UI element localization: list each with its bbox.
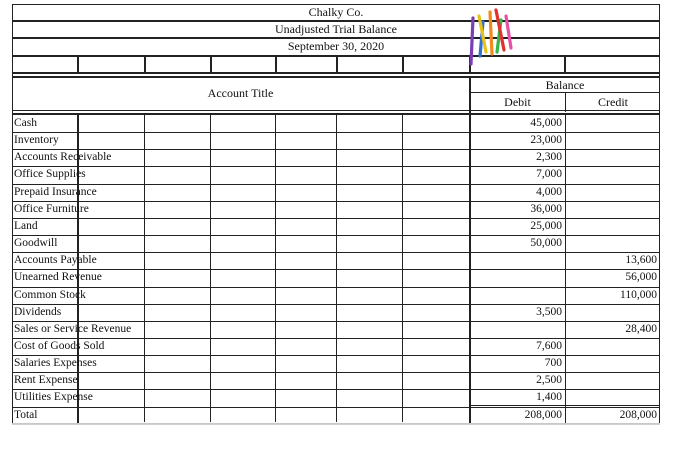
debit-amount: 7,000 <box>536 168 562 180</box>
account-name: Inventory <box>14 134 59 146</box>
account-title-header: Account Title <box>207 86 274 100</box>
table-row <box>12 235 660 252</box>
table-row <box>12 321 660 338</box>
table-row <box>12 184 660 201</box>
account-name: Cash <box>14 117 37 129</box>
debit-amount: 700 <box>544 357 562 369</box>
table-row <box>12 304 660 321</box>
statement-date: September 30, 2020 <box>287 39 385 53</box>
table-row <box>12 218 660 235</box>
account-name: Cost of Goods Sold <box>14 340 105 352</box>
account-name: Accounts Receivable <box>14 151 112 163</box>
debit-credit-divider-header <box>565 92 566 112</box>
total-row <box>12 407 660 424</box>
account-name: Office Supplies <box>14 168 86 180</box>
table-row <box>12 132 660 149</box>
debit-amount: 50,000 <box>530 237 562 249</box>
credit-amount: 110,000 <box>620 289 657 301</box>
header-col-sep <box>275 55 277 74</box>
debit-amount: 2,300 <box>536 151 562 163</box>
account-name: Rent Expense <box>14 374 78 386</box>
header-col-sep <box>402 55 404 74</box>
account-name: Prepaid Insurance <box>14 186 97 198</box>
account-name: Salaries Expenses <box>14 357 97 369</box>
account-name: Goodwill <box>14 237 58 249</box>
account-name: Total <box>14 409 38 421</box>
account-name: Dividends <box>14 306 62 318</box>
table-row <box>12 166 660 183</box>
debit-header: Debit <box>504 95 531 109</box>
account-name: Office Furniture <box>14 203 89 215</box>
debit-amount: 1,400 <box>536 391 562 403</box>
debit-amount: 45,000 <box>530 117 562 129</box>
border-header-1 <box>12 20 660 22</box>
marker-purple <box>471 18 473 64</box>
account-name: Utilities Expense <box>14 391 93 403</box>
credit-header: Credit <box>598 95 628 109</box>
debit-amount: 2,500 <box>536 374 562 386</box>
table-row <box>12 355 660 372</box>
credit-amount: 56,000 <box>625 271 657 283</box>
account-name: Accounts Payable <box>14 254 97 266</box>
credit-amount: 13,600 <box>625 254 657 266</box>
account-name: Land <box>14 220 38 232</box>
header-col-sep <box>564 55 566 74</box>
border-columns-bottom <box>12 110 660 111</box>
border-header-2 <box>12 37 660 39</box>
marker-pink <box>506 16 511 48</box>
debit-amount: 36,000 <box>530 203 562 215</box>
total-rule <box>470 405 565 406</box>
statement-title: Unadjusted Trial Balance <box>275 22 397 36</box>
header-col-sep <box>210 55 212 74</box>
company-name: Chalky Co. <box>308 5 364 19</box>
table-row <box>12 389 660 406</box>
colored-markers-logo <box>466 6 518 66</box>
table-row <box>12 115 660 132</box>
border-bottom <box>12 423 660 424</box>
debit-amount: 23,000 <box>530 134 562 146</box>
account-name: Unearned Revenue <box>14 271 102 283</box>
header-col-sep <box>77 55 79 74</box>
debit-amount: 208,000 <box>524 409 562 421</box>
debit-amount: 25,000 <box>530 220 562 232</box>
debit-amount: 3,500 <box>536 306 562 318</box>
total-rule <box>566 405 659 406</box>
table-row <box>12 201 660 218</box>
table-row <box>12 372 660 389</box>
header-col-sep <box>144 55 146 74</box>
table-row <box>12 287 660 304</box>
header-col-sep <box>336 55 338 74</box>
account-name: Sales or Service Revenue <box>14 323 132 335</box>
border-top <box>12 4 660 5</box>
marker-orange <box>490 12 492 54</box>
row-divider <box>12 424 660 425</box>
account-name: Common Stock <box>14 289 86 301</box>
debit-amount: 4,000 <box>536 186 562 198</box>
balance-header: Balance <box>545 78 585 92</box>
table-row <box>12 338 660 355</box>
debit-amount: 7,600 <box>536 340 562 352</box>
credit-amount: 28,400 <box>625 323 657 335</box>
table-row <box>12 149 660 166</box>
credit-amount: 208,000 <box>619 409 657 421</box>
table-row <box>12 252 660 269</box>
table-row <box>12 269 660 286</box>
